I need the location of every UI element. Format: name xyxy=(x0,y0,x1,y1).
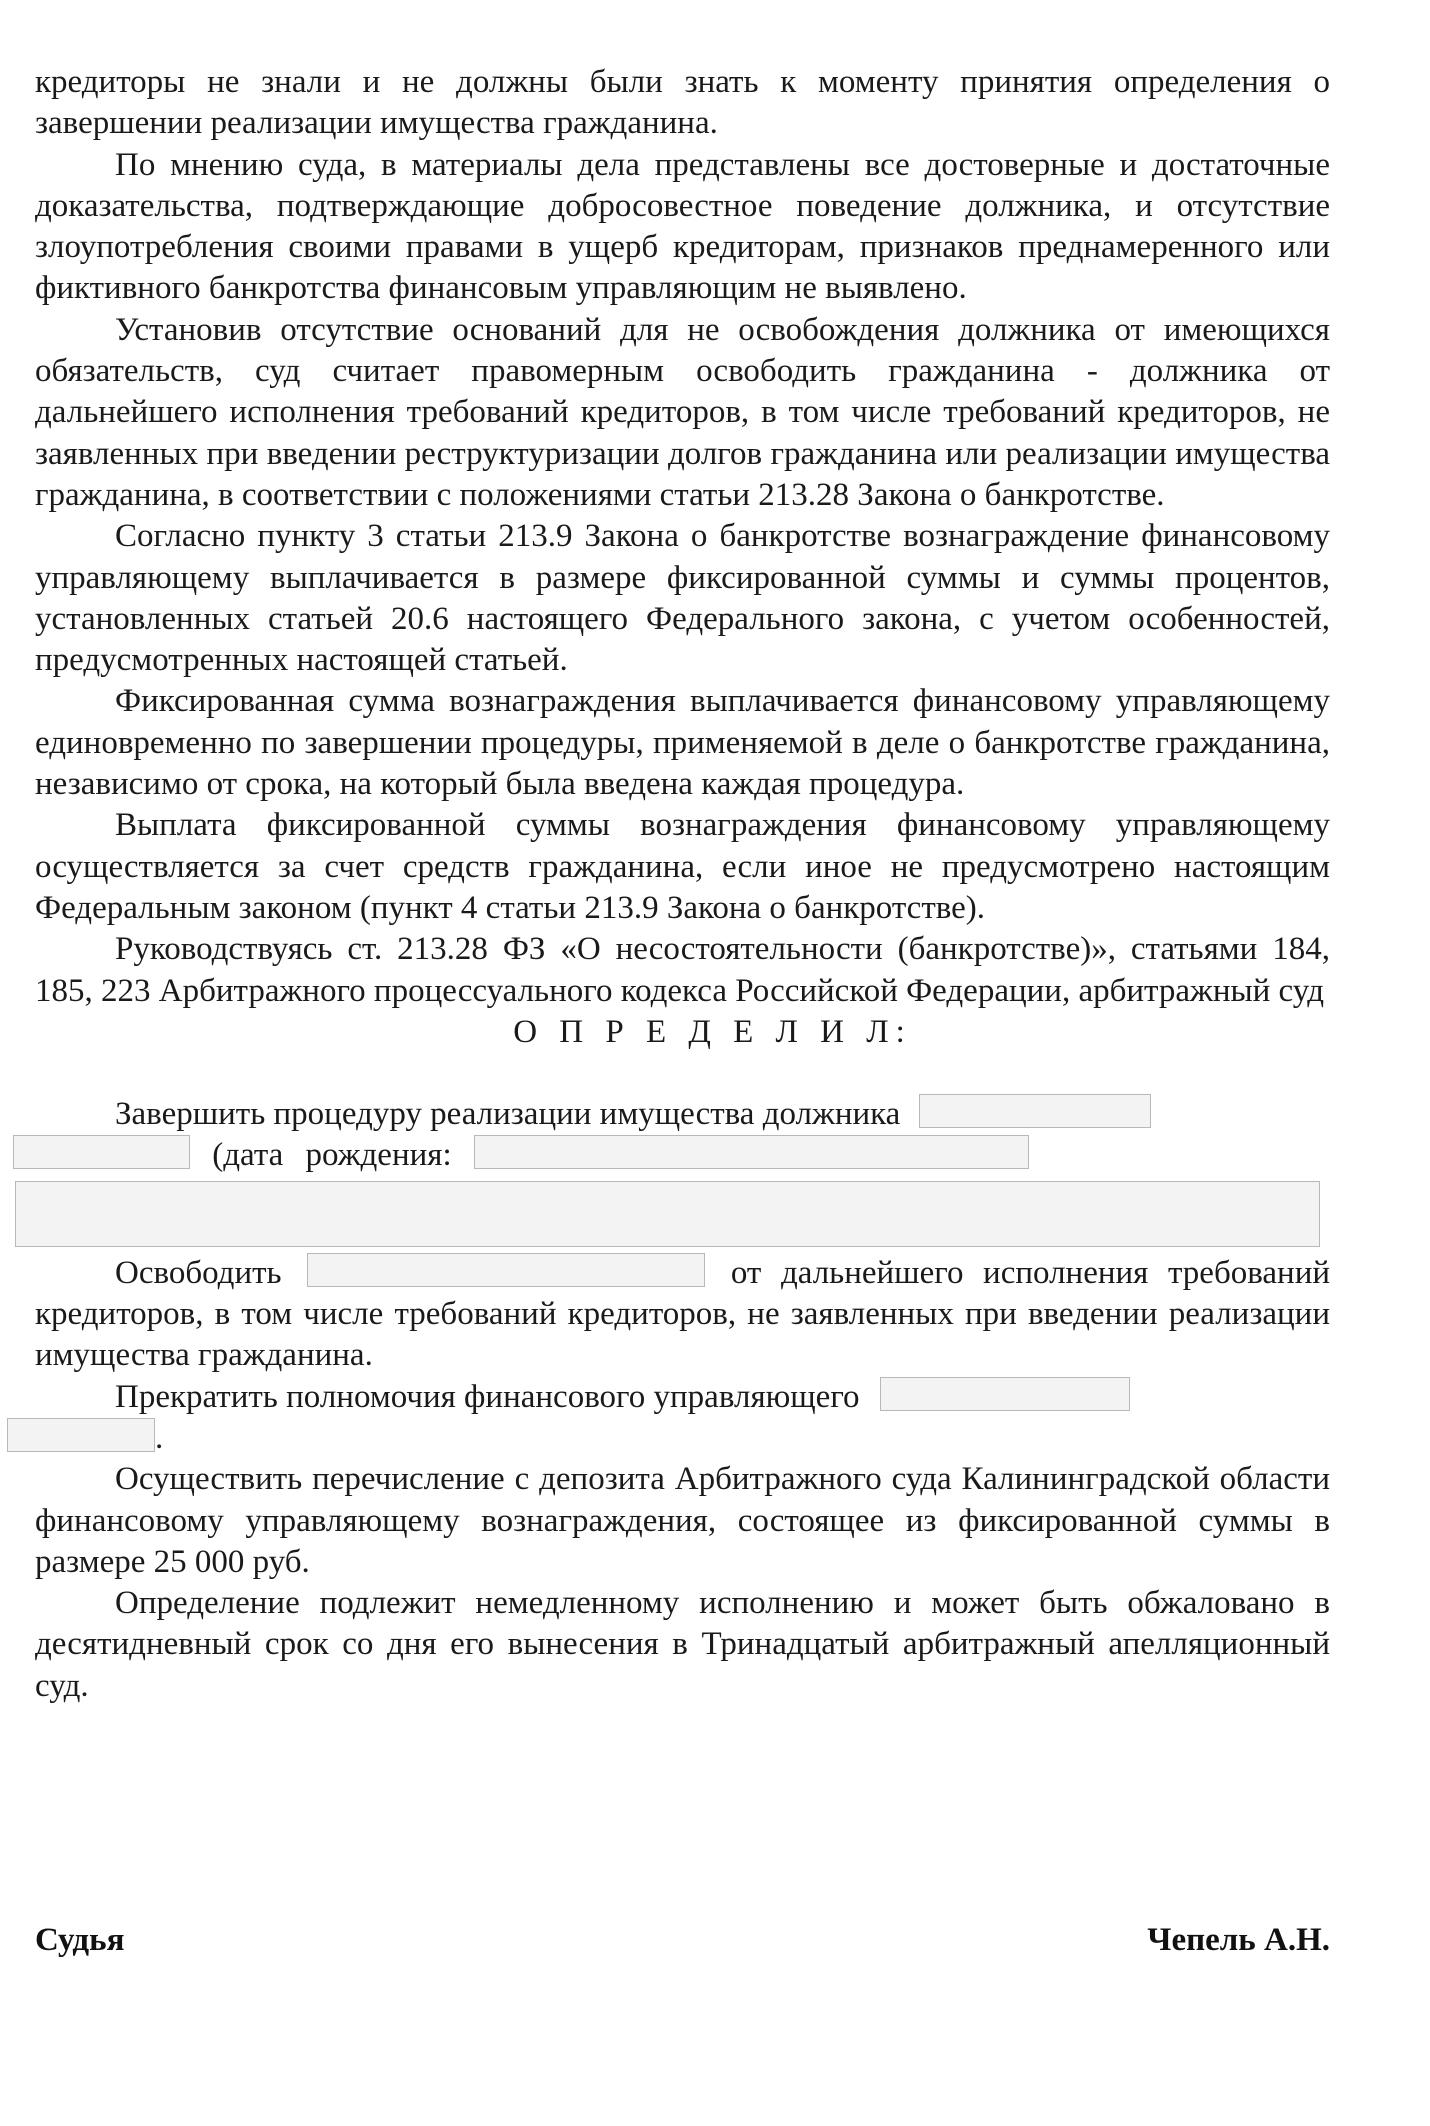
paragraph: Согласно пункту 3 статьи 213.9 Закона о банкротстве вознаграждение финансовому управляющему выплачивается в размере фиксированной суммы и суммы процентов, установленных статьей 20.6 настоящего Федерального закона, с учетом особенностей, предусмотренных настоящей статьей. xyxy=(35,518,1330,679)
redacted-debtor-name-cont xyxy=(13,1135,190,1169)
ruling-heading: О П Р Е Д Е Л И Л: xyxy=(513,1013,912,1050)
paragraph-birth-date xyxy=(13,1135,1330,1176)
redacted-debtor-name xyxy=(919,1094,1151,1128)
redacted-debtor-details xyxy=(15,1181,1320,1247)
redacted-birth-details xyxy=(474,1135,1029,1169)
paragraph-terminate-cont xyxy=(7,1418,1330,1459)
redacted-debtor-name-release xyxy=(307,1253,705,1287)
release-rest: от дальнейшего исполнения требований кредиторов, в том числе требований кредиторов, не заявленных при введении реализации имущества гражданина. xyxy=(35,1254,1331,1374)
paragraph: Выплата фиксированной суммы вознаграждения финансовому управляющему осуществляется за счет средств гражданина, если иное не предусмотрено настоящим Федеральным законом (пункт 4 статьи 213.9 Закона о банкротстве). xyxy=(35,807,1330,926)
judge-role: Судья xyxy=(35,1922,125,1958)
redacted-manager-name-cont xyxy=(7,1418,155,1452)
paragraph: Установив отсутствие оснований для не освобождения должника от имеющихся обязательств, суд считает правомерным освободить гражданина - должника от дальнейшего исполнения требований кредиторов, в том числе требований кредиторов, не заявленных при введении реструктуризации долгов гражданина или реализации имущества гражданина, в соответствии с положениями статьи 213.28 Закона о банкротстве. xyxy=(35,311,1330,513)
paragraph: кредиторы не знали и не должны были знать к моменту принятия определения о завершении реализации имущества гражданина. xyxy=(35,64,1330,142)
redacted-manager-name xyxy=(880,1377,1130,1411)
paragraph: Осуществить перечисление с депозита Арбитражного суда Калининградской области финансовому управляющему вознаграждения, состоящее из фиксированной суммы в размере 25 000 руб. xyxy=(35,1461,1330,1580)
complete-procedure-text: Завершить процедуру реализации имущества должника xyxy=(115,1096,901,1133)
signature-block xyxy=(35,1922,1330,1959)
paragraph-terminate xyxy=(35,1377,1330,1418)
paragraph: Руководствуясь ст. 213.28 ФЗ «О несостоятельности (банкротстве)», статьями 184, 185, 223 Арбитражного процессуального кодекса Российской Федерации, арбитражный суд xyxy=(35,931,1330,1009)
paragraph: По мнению суда, в материалы дела представлены все достоверные и достаточные доказательства, подтверждающие добросовестное поведение должника, и отсутствие злоупотребления своими правами в ущерб кредиторам, признаков преднамеренного или фиктивного банкротства финансовым управляющим не выявлено. xyxy=(35,146,1330,307)
paragraph-release xyxy=(35,1253,1330,1377)
terminate-text: Прекратить полномочия финансового управляющего xyxy=(115,1378,860,1415)
document-page xyxy=(35,62,1330,1707)
birth-date-label: (дата рождения: xyxy=(212,1137,452,1174)
spacer xyxy=(35,1053,1330,1094)
release-lead: Освободить xyxy=(115,1254,282,1291)
paragraph: Фиксированная сумма вознаграждения выплачивается финансовому управляющему единовременно по завершении процедуры, применяемой в деле о банкротстве гражданина, независимо от срока, на который была введена каждая процедура. xyxy=(35,683,1330,803)
paragraph: Определение подлежит немедленному исполнению и может быть обжаловано в десятидневный срок со дня его вынесения в Тринадцатый арбитражный апелляционный суд. xyxy=(35,1585,1330,1704)
paragraph-complete-procedure xyxy=(35,1094,1330,1135)
judge-name: Чепель А.Н. xyxy=(1147,1922,1330,1958)
terminate-end: . xyxy=(155,1419,164,1456)
